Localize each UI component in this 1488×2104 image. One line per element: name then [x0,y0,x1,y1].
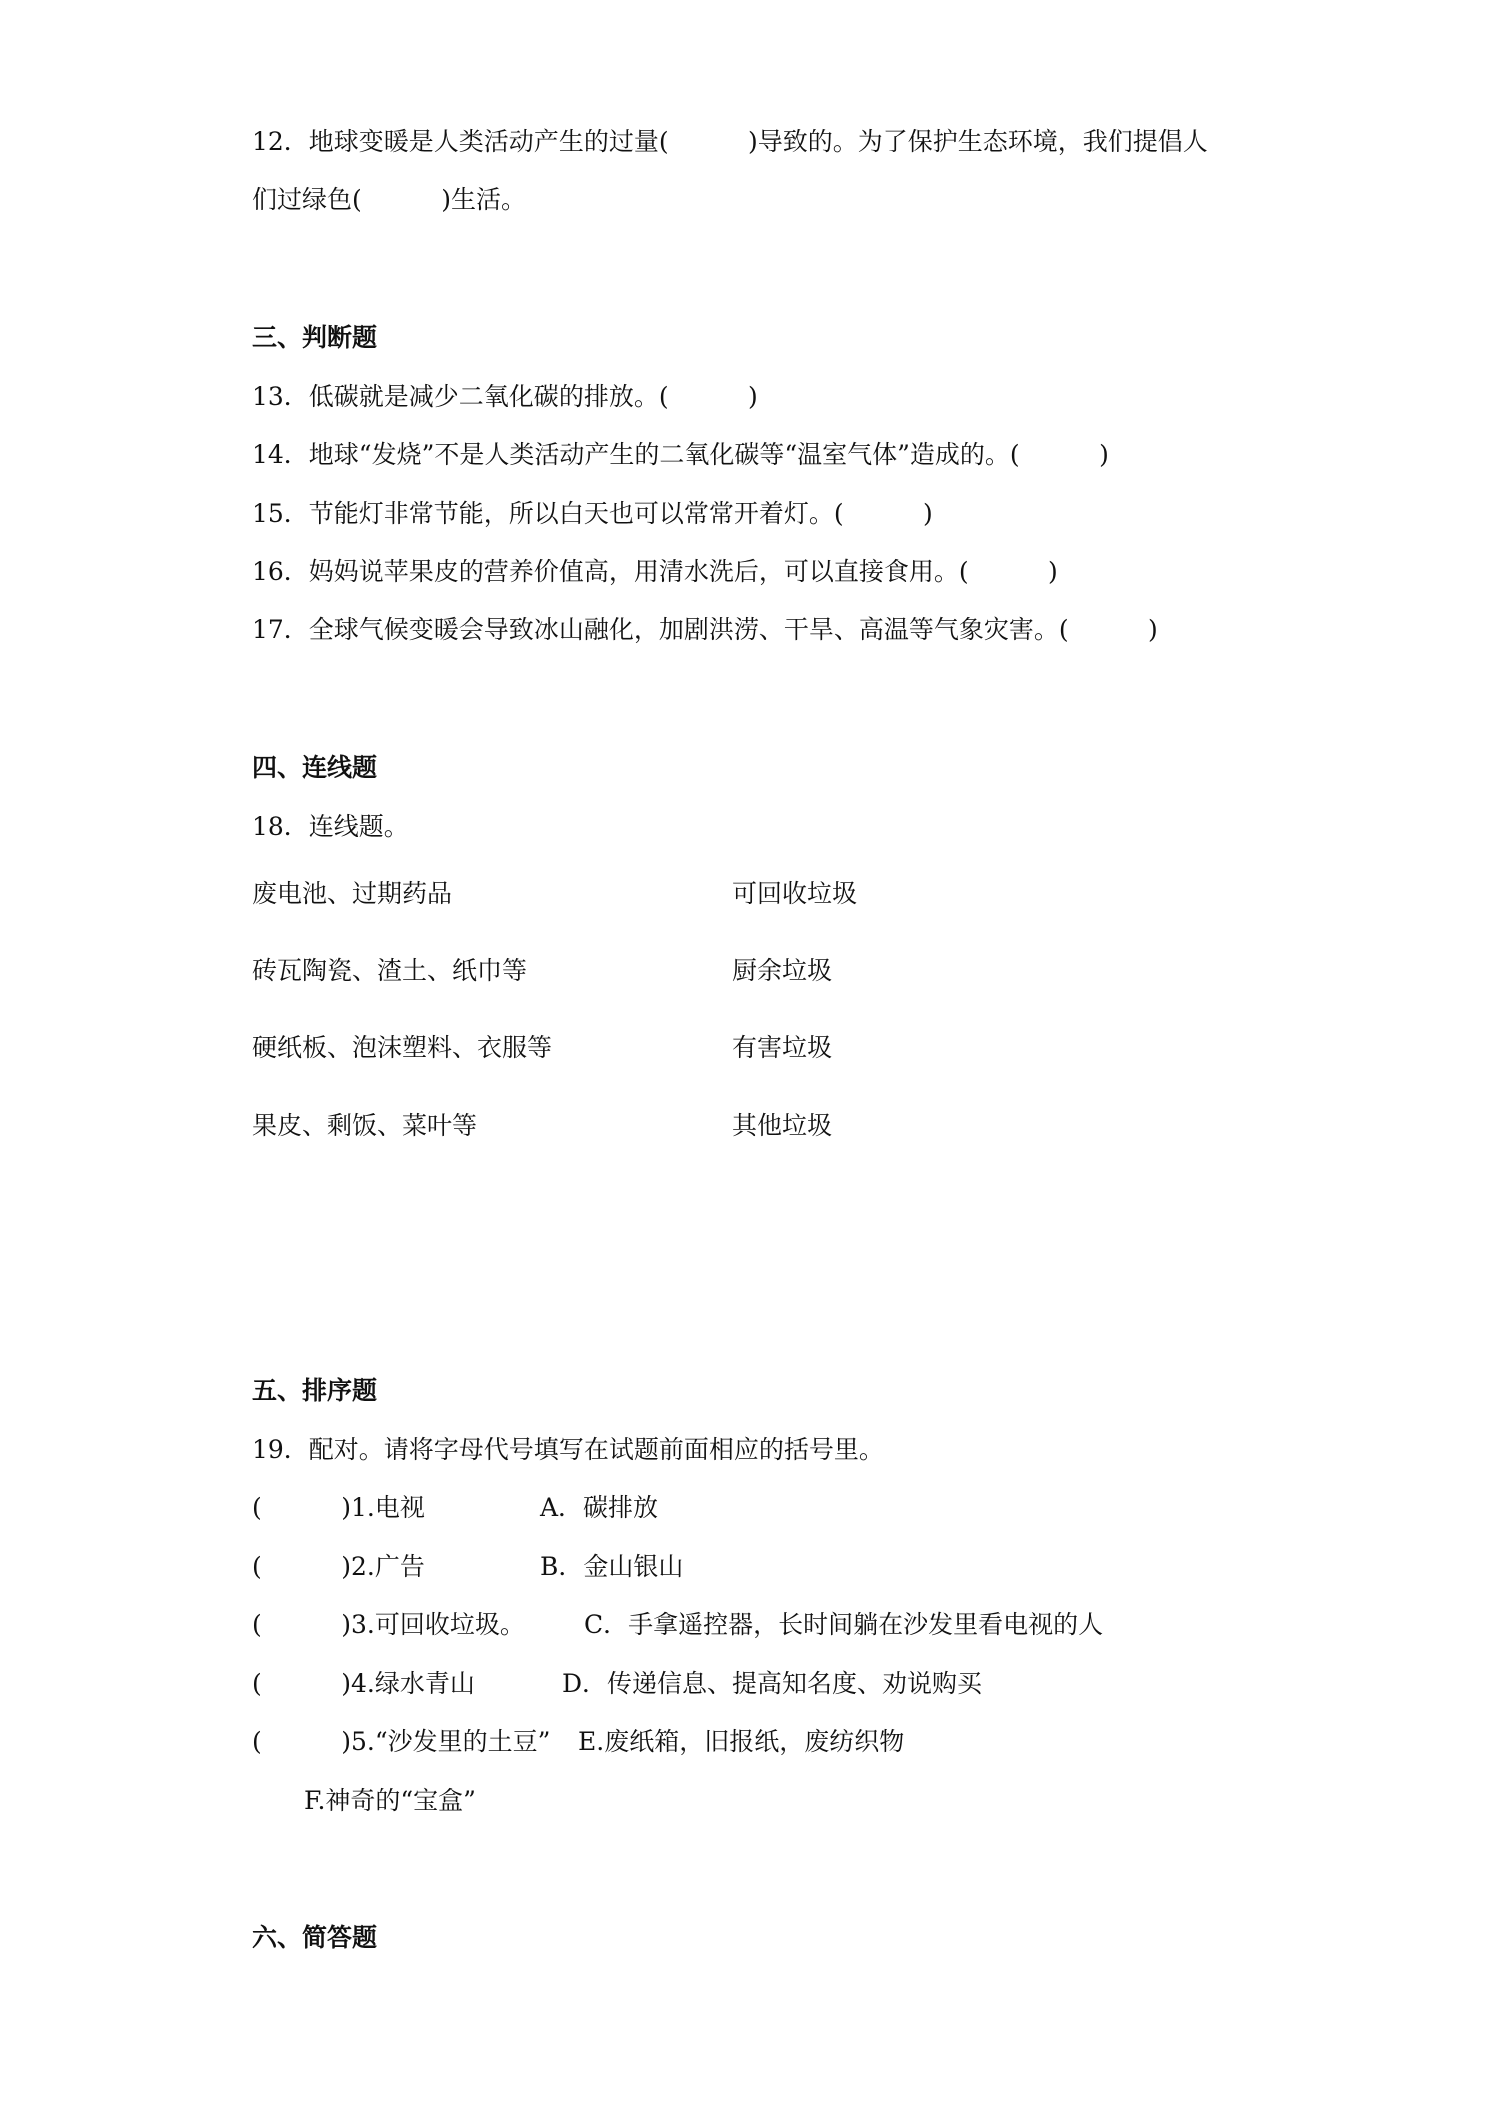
q16: 16．妈妈说苹果皮的营养价值高，用清水洗后，可以直接食用。( ) [252,557,1058,586]
match-left-item: 废电池、过期药品 [252,879,453,908]
match-right-item: 其他垃圾 [732,1111,833,1140]
q17: 17．全球气候变暖会导致冰山融化，加剧洪涝、干旱、高温等气象灾害。( ) [252,615,1158,644]
pair-right: E.废纸箱，旧报纸，废纺织物 [578,1727,905,1756]
q12-line1: 12．地球变暖是人类活动产生的过量( )导致的。为了保护生态环境，我们提倡人 [252,127,1208,156]
section-heading-matching: 四、连线题 [252,753,378,782]
q15: 15．节能灯非常节能，所以白天也可以常常开着灯。( ) [252,499,933,528]
match-left-item: 砖瓦陶瓷、渣土、纸巾等 [252,956,528,985]
section-heading-ordering: 五、排序题 [252,1376,378,1405]
pair-left: ( )2.广告 [252,1552,425,1581]
pair-right: A．碳排放 [540,1493,659,1522]
q12-line2: 们过绿色( )生活。 [252,185,526,214]
match-left-item: 硬纸板、泡沫塑料、衣服等 [252,1033,553,1062]
section-heading-short-answer: 六、简答题 [252,1923,378,1952]
match-left-item: 果皮、剩饭、菜叶等 [252,1111,478,1140]
q13: 13．低碳就是减少二氧化碳的排放。( ) [252,382,758,411]
pair-left: ( )3.可回收垃圾。 [252,1610,525,1639]
q18-title: 18．连线题。 [252,812,409,841]
pair-extra: F.神奇的“宝盒” [304,1786,476,1815]
match-right-item: 厨余垃圾 [732,956,833,985]
match-right-item: 有害垃圾 [732,1033,833,1062]
section-heading-judgment: 三、判断题 [252,323,378,352]
q14: 14．地球“发烧”不是人类活动产生的二氧化碳等“温室气体”造成的。( ) [252,440,1109,469]
pair-left: ( )1.电视 [252,1493,425,1522]
pair-right: B．金山银山 [540,1552,684,1581]
pair-left: ( )5.“沙发里的土豆” [252,1727,551,1756]
match-right-item: 可回收垃圾 [732,879,858,908]
pair-left: ( )4.绿水青山 [252,1669,475,1698]
pair-right: C．手拿遥控器，长时间躺在沙发里看电视的人 [584,1610,1104,1639]
q19-title: 19．配对。请将字母代号填写在试题前面相应的括号里。 [252,1435,884,1464]
pair-right: D．传递信息、提高知名度、劝说购买 [562,1669,983,1698]
